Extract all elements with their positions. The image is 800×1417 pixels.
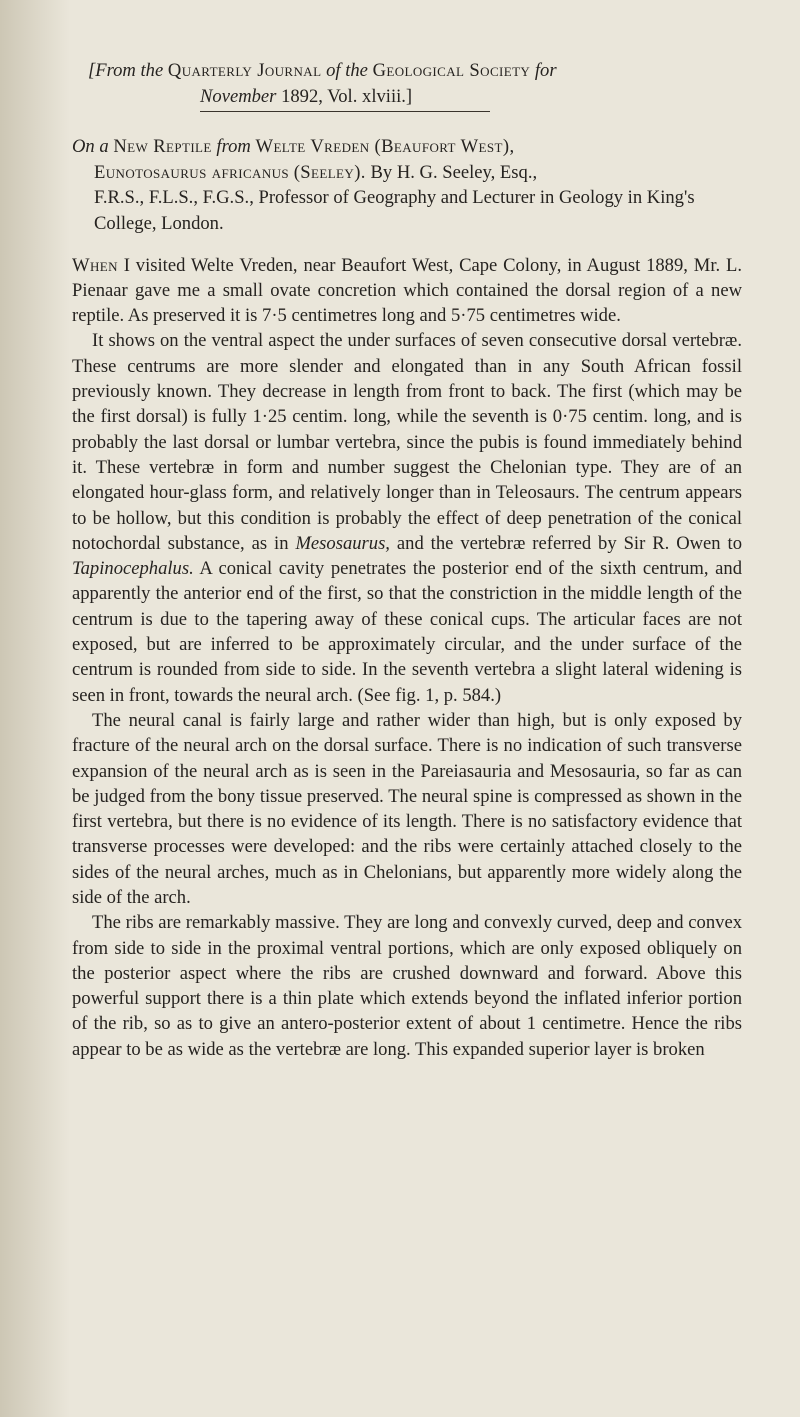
paragraph-1 xyxy=(72,253,742,329)
title-line-2 xyxy=(72,160,742,186)
title-authority: (Seeley). xyxy=(293,161,366,183)
title-genus: Eunotosaurus africanus xyxy=(94,161,290,183)
title-line-1 xyxy=(72,134,742,160)
header-journal: Quarterly Journal xyxy=(167,60,322,81)
title-author: By H. G. Seeley, Esq., xyxy=(370,161,538,183)
header-for: for xyxy=(534,60,557,81)
article-title xyxy=(72,134,742,236)
paragraph-1-text: I visited Welte Vreden, near Beaufort West, Cape Colony, in August 1889, Mr. L. Pienaar gave me a small ovate concretion which contained the dorsal region of a new reptile. As preserved it is 7·5 centimetres long and 5·75 centimetres wide. xyxy=(72,254,743,327)
title-line-3 xyxy=(72,185,742,236)
paragraph-2-text-b: and the vertebræ referred by Sir R. Owen to xyxy=(396,532,742,554)
paragraph-2-mesosaurus: Mesosaurus, xyxy=(295,532,390,554)
paragraph-4: The ribs are remarkably massive. They are long and convexly curved, deep and convex from side to side in the proximal ventral portions, which are only exposed obliquely on the posterior aspect where the ribs are crushed downward and forward. Above this powerful support there is a thin plate which extends beyond the inflated inferior portion of the rib, so as to give an antero-posterior extent of about 1 centimetre. Hence the ribs appear to be as wide as the vertebræ are long. This expanded superior layer is broken xyxy=(72,912,742,1060)
journal-header xyxy=(72,58,742,112)
header-of: of the xyxy=(326,60,368,81)
paragraph-1-lead: When xyxy=(72,254,118,276)
title-new-reptile: New Reptile xyxy=(113,136,212,158)
article-page xyxy=(72,58,742,1062)
title-locality: Welte Vreden (Beaufort West), xyxy=(255,136,515,158)
paragraph-2-text-c: A conical cavity penetrates the posterior end of the sixth centrum, and apparently the anterior end of the first, so that the constriction in the middle length of the centrum is due to the tapering away of these conical cups. The articular faces are not exposed, but are inferred to be approximately circular, and the under surface of the centrum is rounded from side to side. In the seventh vertebra a slight lateral widening is seen in front, towards the neural arch. (See fig. 1, p. 584.) xyxy=(72,558,742,706)
header-society: Geological Society xyxy=(372,60,531,81)
article-body xyxy=(72,253,742,1063)
paragraph-2-text-a: It shows on the ventral aspect the under surfaces of seven consecutive dorsal vertebræ. These centrums are more slender and elongated than in any South African fossil previously known. They decrease in length from front to back. The first (which may be the first dorsal) is fully 1·25 centim. long, while the seventh is 0·75 centim. long, and is probably the last dorsal or lumbar vertebra, since the pubis is found immediately behind it. These vertebræ in form and number suggest the Chelonian type. They are of an elongated hour-glass form, and relatively longer than in Teleosaurs. The centrum appears to be hollow, but this condition is probably the effect of deep penetration of the conical notochordal substance, as in xyxy=(72,330,742,554)
paragraph-3: The neural canal is fairly large and rather wider than high, but is only exposed by fracture of the neural arch on the dorsal surface. There is no indication of such transverse expansion of the neural arch as is seen in the Pareiasauria and Mesosauria, so far as can be judged from the bony tissue preserved. The neural spine is compressed as shown in the first vertebra, but there is no evidence of its length. There is no satisfactory evidence that transverse processes were developed: and the ribs were certainly attached closely to the sides of the neural arches, much as in Chelonians, but apparently more widely along the side of the arch. xyxy=(72,709,742,908)
header-line-1 xyxy=(88,58,742,84)
header-line-2 xyxy=(88,84,742,110)
title-on-a: On a xyxy=(72,136,109,158)
header-rule xyxy=(200,111,490,112)
title-affiliation: Geology in King's College, London. xyxy=(94,187,695,234)
title-credentials: F.R.S., F.L.S., F.G.S., Professor of Geography and Lecturer in xyxy=(94,187,555,209)
paragraph-2-tapinocephalus: Tapinocephalus. xyxy=(72,558,194,580)
header-volume: 1892, Vol. xlviii.] xyxy=(281,85,413,107)
paragraph-2 xyxy=(72,328,742,707)
title-from: from xyxy=(216,136,251,158)
header-month: November xyxy=(200,85,277,107)
header-from: [From the xyxy=(88,60,164,81)
page-edge-shadow xyxy=(0,0,70,1417)
